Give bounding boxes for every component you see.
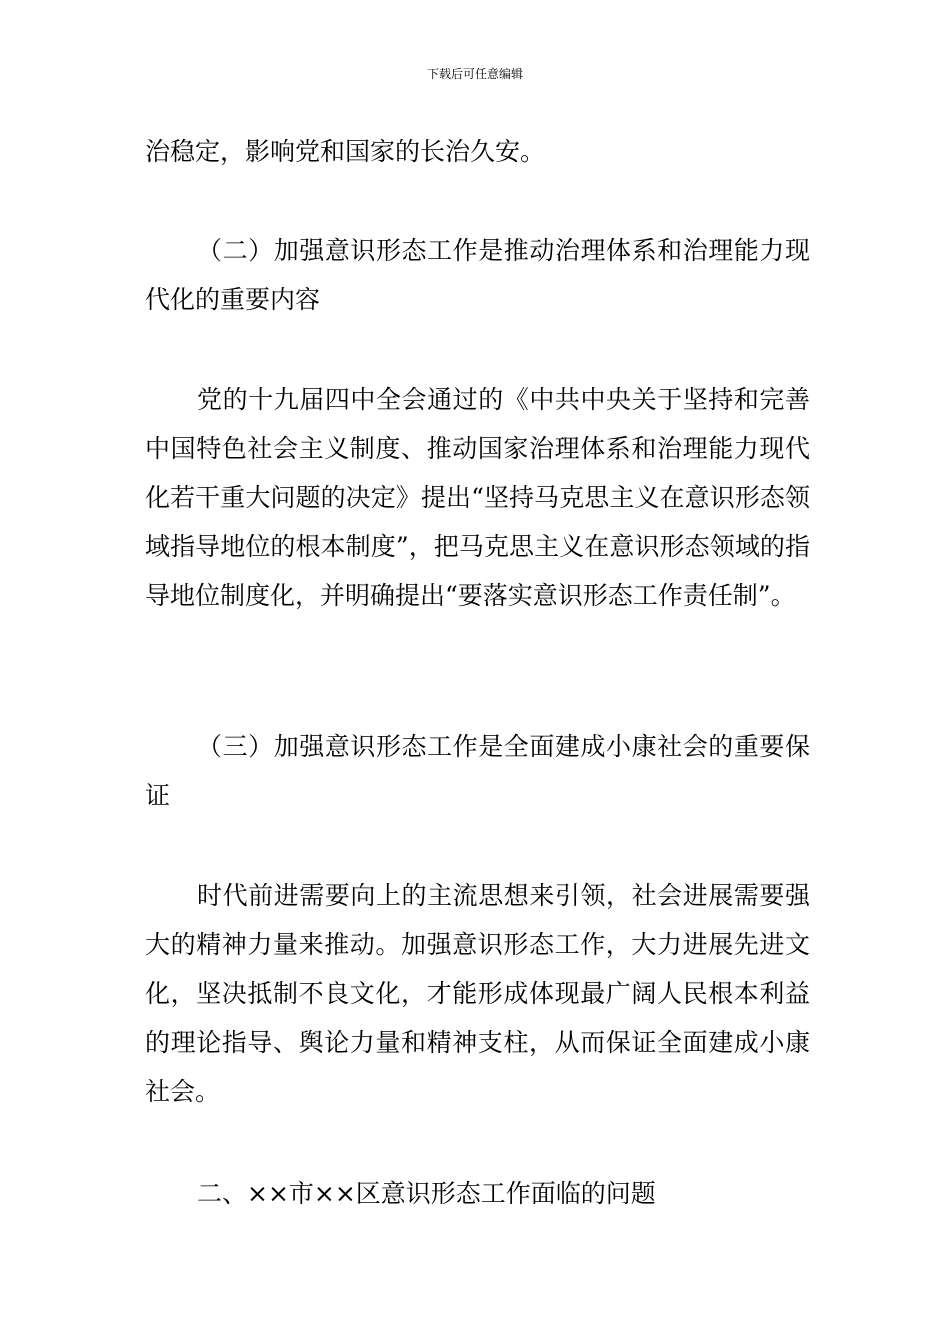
paragraph-body: 党的十九届四中全会通过的《中共中央关于坚持和完善中国特色社会主义制度、推动国家治理体系和治理能力现代化若干重大问题的决定》提出“坚持马克思主义在意识形态领域指导地位的根本制度”，把马克思主义在意识形态领域的指导地位制度化，并明确提出“要落实意识形态工作责任制”。 (145, 385, 810, 610)
chapter-heading-2: 二、××市××区意识形态工作面临的问题 (197, 1179, 656, 1208)
paragraph-continuation: 治稳定，影响党和国家的长治久安。 (145, 137, 546, 166)
page-header-note: 下载后可任意编辑 (426, 67, 523, 81)
paragraph-body: 时代前进需要向上的主流思想来引领，社会进展需要强大的精神力量来推动。加强意识形态工作，大力进展先进文化，坚决抵制不良文化，才能形成体现最广阔人民根本利益的理论指导、舆论力量和精神支柱，从而保证全面建成小康社会。 (145, 881, 810, 1106)
section-heading-3: （三）加强意识形态工作是全面建成小康社会的重要保证 (145, 732, 810, 810)
section-heading-2: （二）加强意识形态工作是推动治理体系和治理能力现代化的重要内容 (145, 236, 810, 314)
